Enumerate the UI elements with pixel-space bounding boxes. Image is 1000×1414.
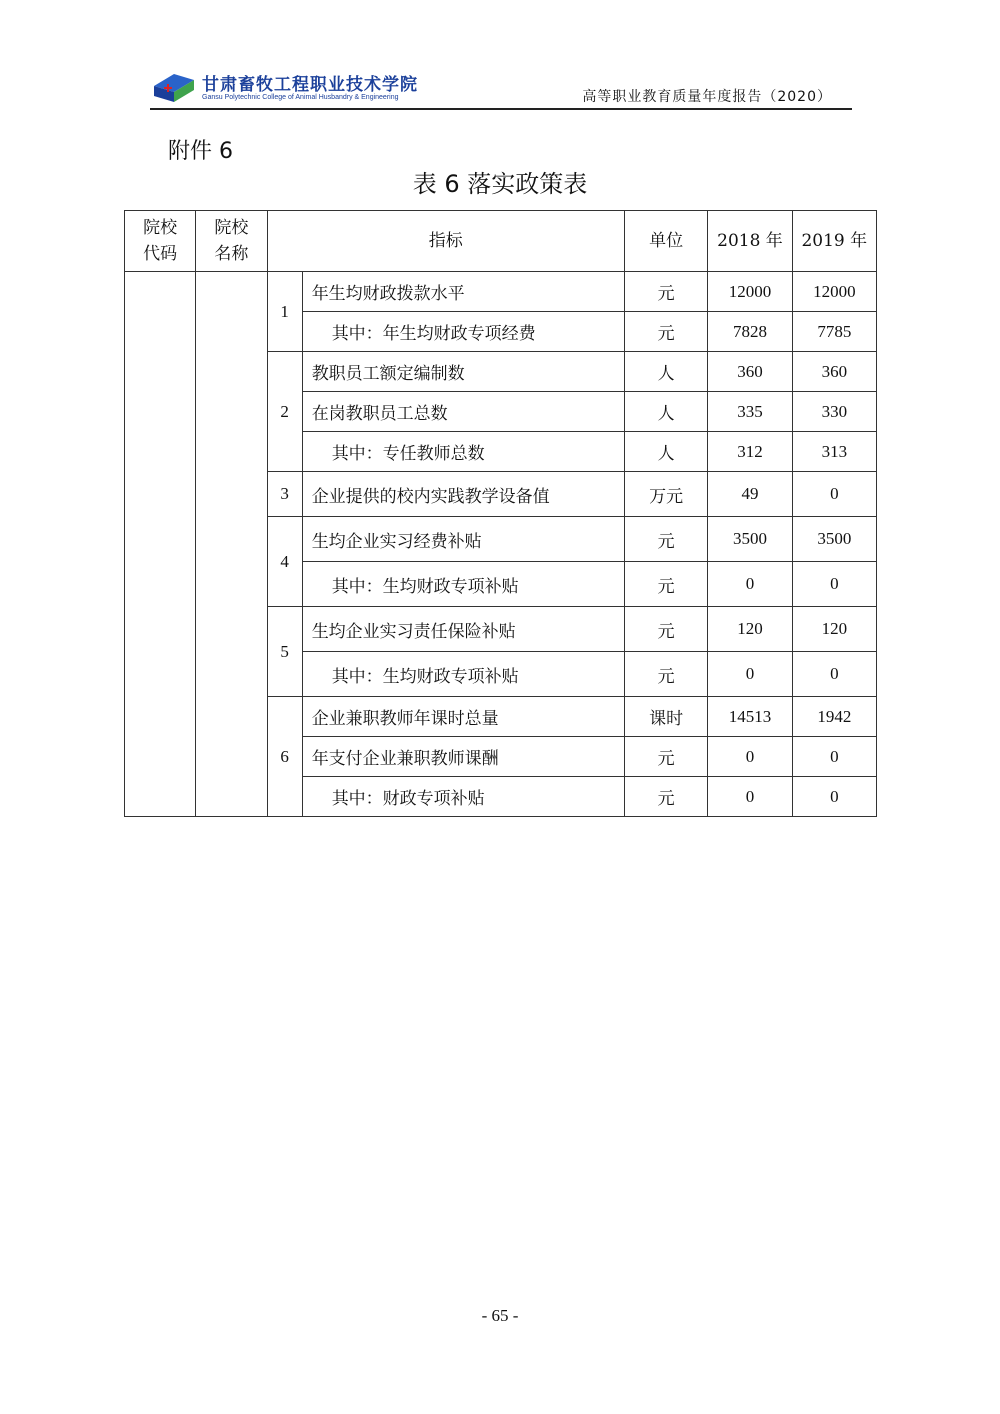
indicator-cell: 生均企业实习经费补贴 bbox=[302, 517, 624, 562]
unit-cell: 元 bbox=[624, 652, 707, 697]
value-2018-cell: 312 bbox=[708, 432, 792, 472]
value-2019-cell: 0 bbox=[792, 652, 876, 697]
unit-cell: 课时 bbox=[624, 697, 707, 737]
indicator-cell: 企业提供的校内实践教学设备值 bbox=[302, 472, 624, 517]
indicator-cell: 年生均财政拨款水平 bbox=[302, 272, 624, 312]
value-2018-cell: 0 bbox=[708, 562, 792, 607]
college-name-en: Gansu Polytechnic College of Animal Husbandry & Engineering bbox=[202, 94, 399, 101]
unit-cell: 万元 bbox=[624, 472, 707, 517]
value-2018-cell: 0 bbox=[708, 652, 792, 697]
value-2019-cell: 330 bbox=[792, 392, 876, 432]
value-2019-cell: 0 bbox=[792, 777, 876, 817]
group-number: 4 bbox=[267, 517, 302, 607]
header-unit: 单位 bbox=[624, 211, 707, 272]
header-2018: 2018 年 bbox=[708, 211, 792, 272]
indicator-cell: 其中：财政专项补贴 bbox=[302, 777, 624, 817]
indicator-cell: 其中：年生均财政专项经费 bbox=[302, 312, 624, 352]
value-2018-cell: 14513 bbox=[708, 697, 792, 737]
college-name-cn: 甘肃畜牧工程职业技术学院 bbox=[202, 75, 418, 95]
value-2018-cell: 49 bbox=[708, 472, 792, 517]
group-number: 3 bbox=[267, 472, 302, 517]
value-2018-cell: 12000 bbox=[708, 272, 792, 312]
header-2019: 2019 年 bbox=[792, 211, 876, 272]
value-2019-cell: 1942 bbox=[792, 697, 876, 737]
indicator-cell: 其中：生均财政专项补贴 bbox=[302, 562, 624, 607]
value-2019-cell: 120 bbox=[792, 607, 876, 652]
unit-cell: 人 bbox=[624, 352, 707, 392]
indicator-cell: 其中：专任教师总数 bbox=[302, 432, 624, 472]
unit-cell: 人 bbox=[624, 432, 707, 472]
page-header bbox=[150, 64, 852, 110]
unit-cell: 元 bbox=[624, 312, 707, 352]
value-2019-cell: 12000 bbox=[792, 272, 876, 312]
college-logo-icon bbox=[150, 70, 198, 106]
table-body bbox=[125, 272, 877, 817]
header-name: 院校名称 bbox=[196, 211, 267, 272]
value-2019-cell: 3500 bbox=[792, 517, 876, 562]
unit-cell: 元 bbox=[624, 607, 707, 652]
unit-cell: 元 bbox=[624, 562, 707, 607]
unit-cell: 元 bbox=[624, 777, 707, 817]
indicator-cell: 企业兼职教师年课时总量 bbox=[302, 697, 624, 737]
unit-cell: 人 bbox=[624, 392, 707, 432]
unit-cell: 元 bbox=[624, 737, 707, 777]
appendix-label: 附件 6 bbox=[168, 139, 233, 164]
value-2018-cell: 120 bbox=[708, 607, 792, 652]
value-2018-cell: 335 bbox=[708, 392, 792, 432]
table-title: 表 6 落实政策表 bbox=[412, 170, 588, 198]
value-2019-cell: 0 bbox=[792, 737, 876, 777]
report-title: 高等职业教育质量年度报告（2020） bbox=[582, 89, 832, 105]
header-indicator: 指标 bbox=[267, 211, 624, 272]
group-number: 1 bbox=[267, 272, 302, 352]
college-code-cell bbox=[125, 272, 196, 817]
value-2019-cell: 360 bbox=[792, 352, 876, 392]
value-2018-cell: 0 bbox=[708, 737, 792, 777]
group-number: 6 bbox=[267, 697, 302, 817]
table-row bbox=[125, 272, 877, 312]
value-2019-cell: 0 bbox=[792, 472, 876, 517]
value-2018-cell: 7828 bbox=[708, 312, 792, 352]
unit-cell: 元 bbox=[624, 517, 707, 562]
group-number: 2 bbox=[267, 352, 302, 472]
indicator-cell: 教职员工额定编制数 bbox=[302, 352, 624, 392]
indicator-cell: 生均企业实习责任保险补贴 bbox=[302, 607, 624, 652]
value-2018-cell: 360 bbox=[708, 352, 792, 392]
value-2018-cell: 0 bbox=[708, 777, 792, 817]
table-header-row bbox=[125, 211, 877, 272]
indicator-cell: 在岗教职员工总数 bbox=[302, 392, 624, 432]
college-name-cell bbox=[196, 272, 267, 817]
policy-table bbox=[124, 210, 877, 817]
value-2018-cell: 3500 bbox=[708, 517, 792, 562]
group-number: 5 bbox=[267, 607, 302, 697]
page-number: - 65 - bbox=[481, 1306, 519, 1325]
indicator-cell: 年支付企业兼职教师课酬 bbox=[302, 737, 624, 777]
indicator-cell: 其中：生均财政专项补贴 bbox=[302, 652, 624, 697]
value-2019-cell: 7785 bbox=[792, 312, 876, 352]
header-code: 院校代码 bbox=[125, 211, 196, 272]
value-2019-cell: 313 bbox=[792, 432, 876, 472]
value-2019-cell: 0 bbox=[792, 562, 876, 607]
unit-cell: 元 bbox=[624, 272, 707, 312]
